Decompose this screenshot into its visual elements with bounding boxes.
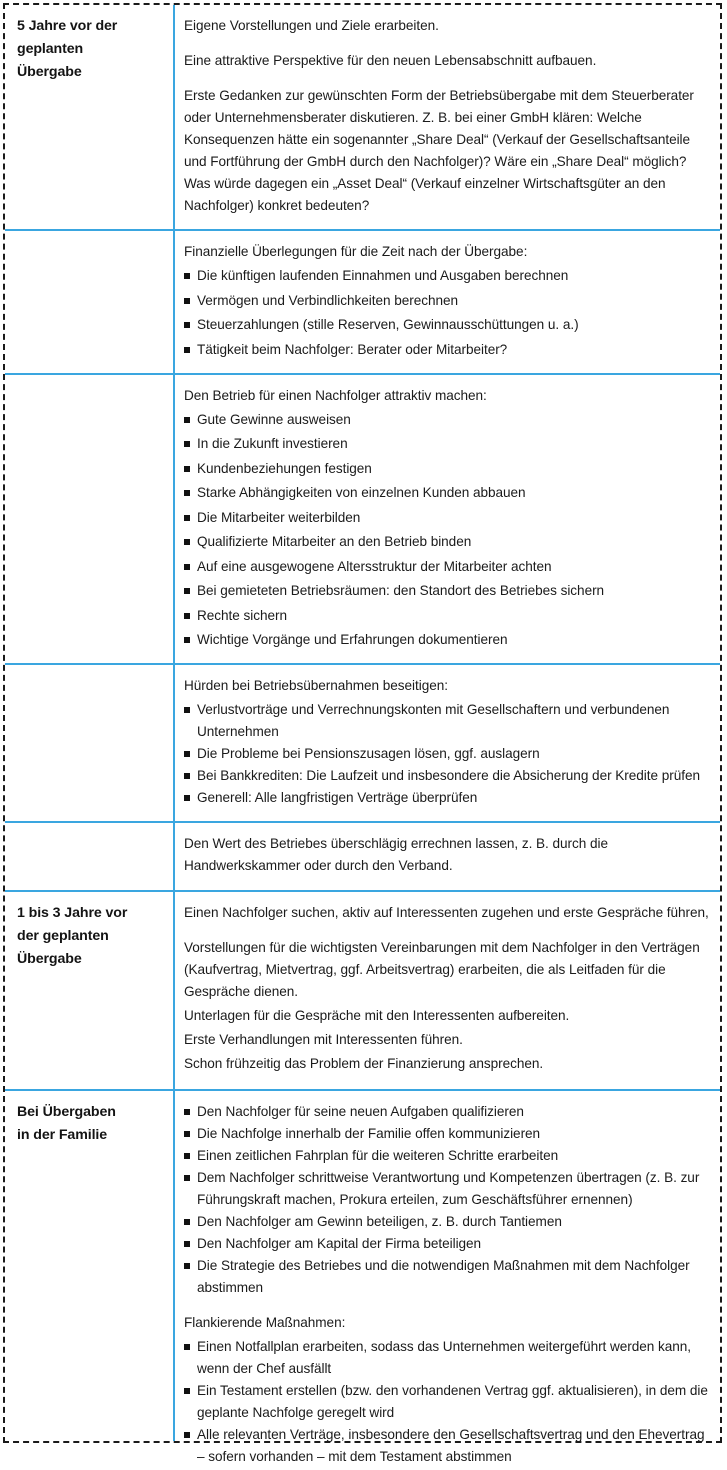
list-item-text: Die Nachfolge innerhalb der Familie offen kommunizieren bbox=[197, 1125, 541, 1141]
list-item-text: Starke Abhängigkeiten von einzelnen Kunden abbauen bbox=[197, 485, 526, 501]
heading-line: Übergabe bbox=[17, 950, 82, 967]
row-content-cell bbox=[173, 892, 720, 1089]
list-item-text: Die Probleme bei Pensionszusagen lösen, ggf. auslagern bbox=[197, 746, 540, 762]
paragraph: Vorstellungen für die wichtigsten Vereinbarungen mit dem Nachfolger in den Verträgen (Kaufvertrag, Mietvertrag, ggf. Arbeitsvertrag) erarbeiten, die als Leitfaden für die Gespräche dienen. bbox=[184, 939, 700, 999]
row-label-cell bbox=[5, 823, 173, 889]
heading-line: in der Familie bbox=[17, 1126, 108, 1143]
paragraph: Erste Verhandlungen mit Interessenten führen. bbox=[184, 1031, 463, 1047]
row-label-cell bbox=[5, 5, 173, 229]
square-bullet-icon bbox=[184, 637, 190, 643]
list-item-text: Alle relevanten Verträge, insbesondere den Gesellschaftsvertrag und den Ehevertrag – sofern vorhanden – mit dem Testament abstimmen bbox=[197, 1426, 705, 1464]
row-label-cell bbox=[5, 892, 173, 1089]
square-bullet-icon bbox=[184, 707, 190, 713]
square-bullet-icon bbox=[184, 1432, 190, 1438]
paragraph: Schon frühzeitig das Problem der Finanzierung ansprechen. bbox=[184, 1055, 544, 1071]
square-bullet-icon bbox=[184, 613, 190, 619]
list-item bbox=[184, 1424, 710, 1468]
square-bullet-icon bbox=[184, 564, 190, 570]
table-row bbox=[5, 229, 720, 373]
row-content-cell bbox=[173, 823, 720, 889]
list-item bbox=[184, 765, 710, 787]
table-row bbox=[5, 1089, 720, 1470]
table-row bbox=[5, 5, 720, 229]
row-content-cell bbox=[173, 1091, 720, 1470]
square-bullet-icon bbox=[184, 417, 190, 423]
list-item-text: Ein Testament erstellen (bzw. den vorhandenen Vertrag ggf. aktualisieren), in dem die geplante Nachfolge geregelt wird bbox=[197, 1382, 708, 1420]
list-item-text: Rechte sichern bbox=[197, 607, 287, 623]
section-heading bbox=[17, 1101, 161, 1147]
list-item-text: Steuerzahlungen (stille Reserven, Gewinnausschüttungen u. a.) bbox=[197, 317, 579, 333]
column-divider bbox=[173, 5, 175, 1441]
heading-line: Übergabe bbox=[17, 64, 82, 80]
bullet-list bbox=[184, 1336, 710, 1468]
bullet-list bbox=[184, 1101, 710, 1299]
list-lead: Den Betrieb für einen Nachfolger attraktiv machen: bbox=[184, 387, 487, 403]
row-content-cell bbox=[173, 5, 720, 229]
list-item bbox=[184, 1123, 710, 1145]
row-label-cell bbox=[5, 1091, 173, 1470]
list-item-text: Die künftigen laufenden Einnahmen und Ausgaben berechnen bbox=[197, 268, 569, 284]
table-row bbox=[5, 663, 720, 821]
list-item bbox=[184, 1101, 710, 1123]
bullet-list bbox=[184, 699, 710, 809]
square-bullet-icon bbox=[184, 1153, 190, 1159]
schedule-table bbox=[3, 3, 722, 1464]
heading-line: 5 Jahre vor der bbox=[17, 18, 118, 34]
list-item-text: Kundenbeziehungen festigen bbox=[197, 460, 372, 476]
heading-line: geplanten bbox=[17, 41, 84, 57]
list-item bbox=[184, 339, 710, 361]
square-bullet-icon bbox=[184, 1241, 190, 1247]
list-item-text: Auf eine ausgewogene Altersstruktur der Mitarbeiter achten bbox=[197, 558, 552, 574]
square-bullet-icon bbox=[184, 298, 190, 304]
paragraph: Eine attraktive Perspektive für den neuen Lebensabschnitt aufbauen. bbox=[184, 53, 597, 69]
list-item bbox=[184, 605, 710, 627]
list-item bbox=[184, 743, 710, 765]
list-item-text: Den Nachfolger am Gewinn beteiligen, z. B. durch Tantiemen bbox=[197, 1213, 562, 1229]
list-item bbox=[184, 580, 710, 602]
square-bullet-icon bbox=[184, 490, 190, 496]
table-row bbox=[5, 373, 720, 664]
square-bullet-icon bbox=[184, 588, 190, 594]
heading-line: 1 bis 3 Jahre vor bbox=[17, 904, 128, 921]
list-item bbox=[184, 507, 710, 529]
square-bullet-icon bbox=[184, 515, 190, 521]
square-bullet-icon bbox=[184, 539, 190, 545]
list-item bbox=[184, 531, 710, 553]
list-item bbox=[184, 1211, 710, 1233]
square-bullet-icon bbox=[184, 1219, 190, 1225]
section-heading bbox=[17, 902, 161, 971]
list-item bbox=[184, 314, 710, 336]
list-item bbox=[184, 409, 710, 431]
list-item bbox=[184, 556, 710, 578]
list-item-text: Tätigkeit beim Nachfolger: Berater oder Mitarbeiter? bbox=[197, 341, 508, 357]
square-bullet-icon bbox=[184, 441, 190, 447]
row-content-cell bbox=[173, 231, 720, 373]
paragraph: Eigene Vorstellungen und Ziele erarbeiten. bbox=[184, 18, 439, 33]
square-bullet-icon bbox=[184, 1344, 190, 1350]
list-lead: Hürden bei Betriebsübernahmen beseitigen: bbox=[184, 678, 448, 694]
square-bullet-icon bbox=[184, 1131, 190, 1137]
list-item bbox=[184, 1380, 710, 1424]
list-item bbox=[184, 1255, 710, 1299]
list-item-text: In die Zukunft investieren bbox=[197, 436, 348, 452]
table-row bbox=[5, 821, 720, 889]
list-item bbox=[184, 629, 710, 651]
bullet-list bbox=[184, 265, 710, 361]
square-bullet-icon bbox=[184, 795, 190, 801]
list-item-text: Dem Nachfolger schrittweise Verantwortung und Kompetenzen übertragen (z. B. zur Führungskraft machen, Prokura erteilen, zum Geschäftsführer ernennen) bbox=[197, 1169, 700, 1207]
row-content-cell bbox=[173, 665, 720, 821]
square-bullet-icon bbox=[184, 1175, 190, 1181]
list-item-text: Einen zeitlichen Fahrplan für die weiteren Schritte erarbeiten bbox=[197, 1147, 559, 1163]
list-item-text: Bei gemieteten Betriebsräumen: den Standort des Betriebes sichern bbox=[197, 583, 605, 599]
square-bullet-icon bbox=[184, 273, 190, 279]
square-bullet-icon bbox=[184, 751, 190, 757]
square-bullet-icon bbox=[184, 466, 190, 472]
section-heading bbox=[17, 15, 161, 84]
list-item-text: Wichtige Vorgänge und Erfahrungen dokumentieren bbox=[197, 632, 508, 648]
table-row bbox=[5, 890, 720, 1089]
list-item bbox=[184, 458, 710, 480]
row-label-cell bbox=[5, 231, 173, 373]
list-item-text: Vermögen und Verbindlichkeiten berechnen bbox=[197, 292, 459, 308]
list-item-text: Gute Gewinne ausweisen bbox=[197, 411, 351, 427]
paragraph: Den Wert des Betriebes überschlägig errechnen lassen, z. B. durch die Handwerkskammer oder durch den Verband. bbox=[184, 836, 608, 874]
list-item-text: Einen Notfallplan erarbeiten, sodass das Unternehmen weitergeführt werden kann, wenn der Chef ausfällt bbox=[197, 1338, 692, 1376]
list-item-text: Qualifizierte Mitarbeiter an den Betrieb binden bbox=[197, 534, 472, 550]
heading-line: der geplanten bbox=[17, 927, 109, 944]
row-label-cell bbox=[5, 375, 173, 664]
square-bullet-icon bbox=[184, 1263, 190, 1269]
list-item bbox=[184, 1167, 710, 1211]
list-item-text: Den Nachfolger am Kapital der Firma beteiligen bbox=[197, 1235, 482, 1251]
list-item bbox=[184, 265, 710, 287]
paragraph: Einen Nachfolger suchen, aktiv auf Interessenten zugehen und erste Gespräche führen, bbox=[184, 904, 709, 920]
list-item bbox=[184, 1233, 710, 1255]
list-item-text: Den Nachfolger für seine neuen Aufgaben qualifizieren bbox=[197, 1103, 524, 1119]
list-lead: Finanzielle Überlegungen für die Zeit nach der Übergabe: bbox=[184, 244, 528, 260]
square-bullet-icon bbox=[184, 1388, 190, 1394]
list-item-text: Die Mitarbeiter weiterbilden bbox=[197, 509, 361, 525]
square-bullet-icon bbox=[184, 322, 190, 328]
heading-line: Bei Übergaben bbox=[17, 1103, 116, 1120]
row-content-cell bbox=[173, 375, 720, 664]
paragraph: Erste Gedanken zur gewünschten Form der Betriebsübergabe mit dem Steuerberater oder Unternehmensberater diskutieren. Z. B. bei einer GmbH klären: Welche Konsequenzen hätte ein sogenannter „Share Deal“ (Verkauf der Gesellschaftsanteile und Fortführung der GmbH durch den Nachfolger)? Wäre ein „Share Deal“ möglich? Was würde dagegen ein „Asset Deal“ (Verkauf einzelner Wirtschaftsgüter an den Nachfolger) konkret bedeuten? bbox=[184, 88, 694, 214]
square-bullet-icon bbox=[184, 1109, 190, 1115]
list-item-text: Die Strategie des Betriebes und die notwendigen Maßnahmen mit dem Nachfolger abstimmen bbox=[197, 1257, 690, 1295]
list-item bbox=[184, 290, 710, 312]
square-bullet-icon bbox=[184, 347, 190, 353]
list-item bbox=[184, 1145, 710, 1167]
list-item bbox=[184, 433, 710, 455]
list-lead: Flankierende Maßnahmen: bbox=[184, 1314, 346, 1330]
list-item-text: Bei Bankkrediten: Die Laufzeit und insbesondere die Absicherung der Kredite prüfen bbox=[197, 768, 700, 784]
list-item bbox=[184, 699, 710, 743]
list-item bbox=[184, 1336, 710, 1380]
square-bullet-icon bbox=[184, 773, 190, 779]
row-label-cell bbox=[5, 665, 173, 821]
table-rows bbox=[5, 5, 720, 1470]
list-item-text: Verlustvorträge und Verrechnungskonten mit Gesellschaftern und verbundenen Unternehmen bbox=[197, 702, 670, 740]
list-item bbox=[184, 482, 710, 504]
list-item-text: Generell: Alle langfristigen Verträge überprüfen bbox=[197, 790, 478, 806]
list-item bbox=[184, 787, 710, 809]
paragraph: Unterlagen für die Gespräche mit den Interessenten aufbereiten. bbox=[184, 1007, 570, 1023]
bullet-list bbox=[184, 409, 710, 652]
